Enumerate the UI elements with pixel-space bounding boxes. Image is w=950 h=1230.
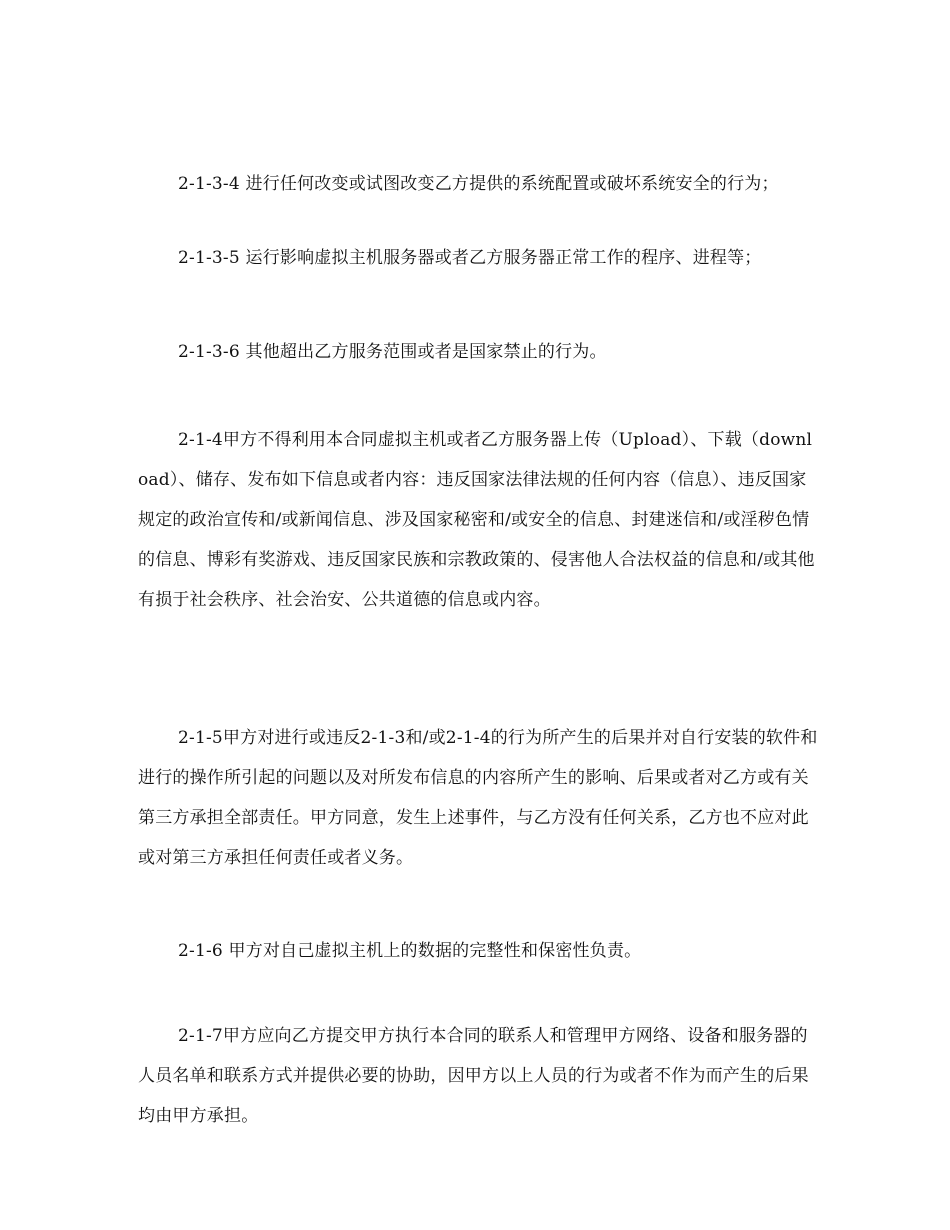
paragraph-2-1-6: 2-1-6 甲方对自己虚拟主机上的数据的完整性和保密性负责。	[178, 941, 642, 961]
paragraph-2-1-3-5: 2-1-3-5 运行影响虚拟主机服务器或者乙方服务器正常工作的程序、进程等；	[178, 248, 762, 268]
paragraph-2-1-3-4: 2-1-3-4 进行任何改变或试图改变乙方提供的系统配置或破坏系统安全的行为；	[178, 174, 779, 194]
paragraph-2-1-7: 2-1-7甲方应向乙方提交甲方执行本合同的联系人和管理甲方网络、设备和服务器的人员名单和联系方式并提供必要的协助，因甲方以上人员的行为或者不作为而产生的后果均由甲方承担。	[138, 1026, 809, 1126]
paragraph-2-1-4: 2-1-4甲方不得利用本合同虚拟主机或者乙方服务器上传（Upload）、下载（download）、储存、发布如下信息或者内容：违反国家法律法规的任何内容（信息）、违反国家规定的政治宣传和/或新闻信息、涉及国家秘密和/或安全的信息、封建迷信和/或淫秽色情的信息、博彩有奖游戏、违反国家民族和宗教政策的、侵害他人合法权益的信息和/或其他有损于社会秩序、社会治安、公共道德的信息或内容。	[138, 430, 815, 610]
paragraph-2-1-3-6: 2-1-3-6 其他超出乙方服务范围或者是国家禁止的行为。	[178, 342, 607, 362]
paragraph-2-1-5: 2-1-5甲方对进行或违反2-1-3和/或2-1-4的行为所产生的后果并对自行安装的软件和进行的操作所引起的问题以及对所发布信息的内容所产生的影响、后果或者对乙方或有关第三方承担全部责任。甲方同意，发生上述事件，与乙方没有任何关系，乙方也不应对此或对第三方承担任何责任或者义务。	[138, 728, 818, 868]
